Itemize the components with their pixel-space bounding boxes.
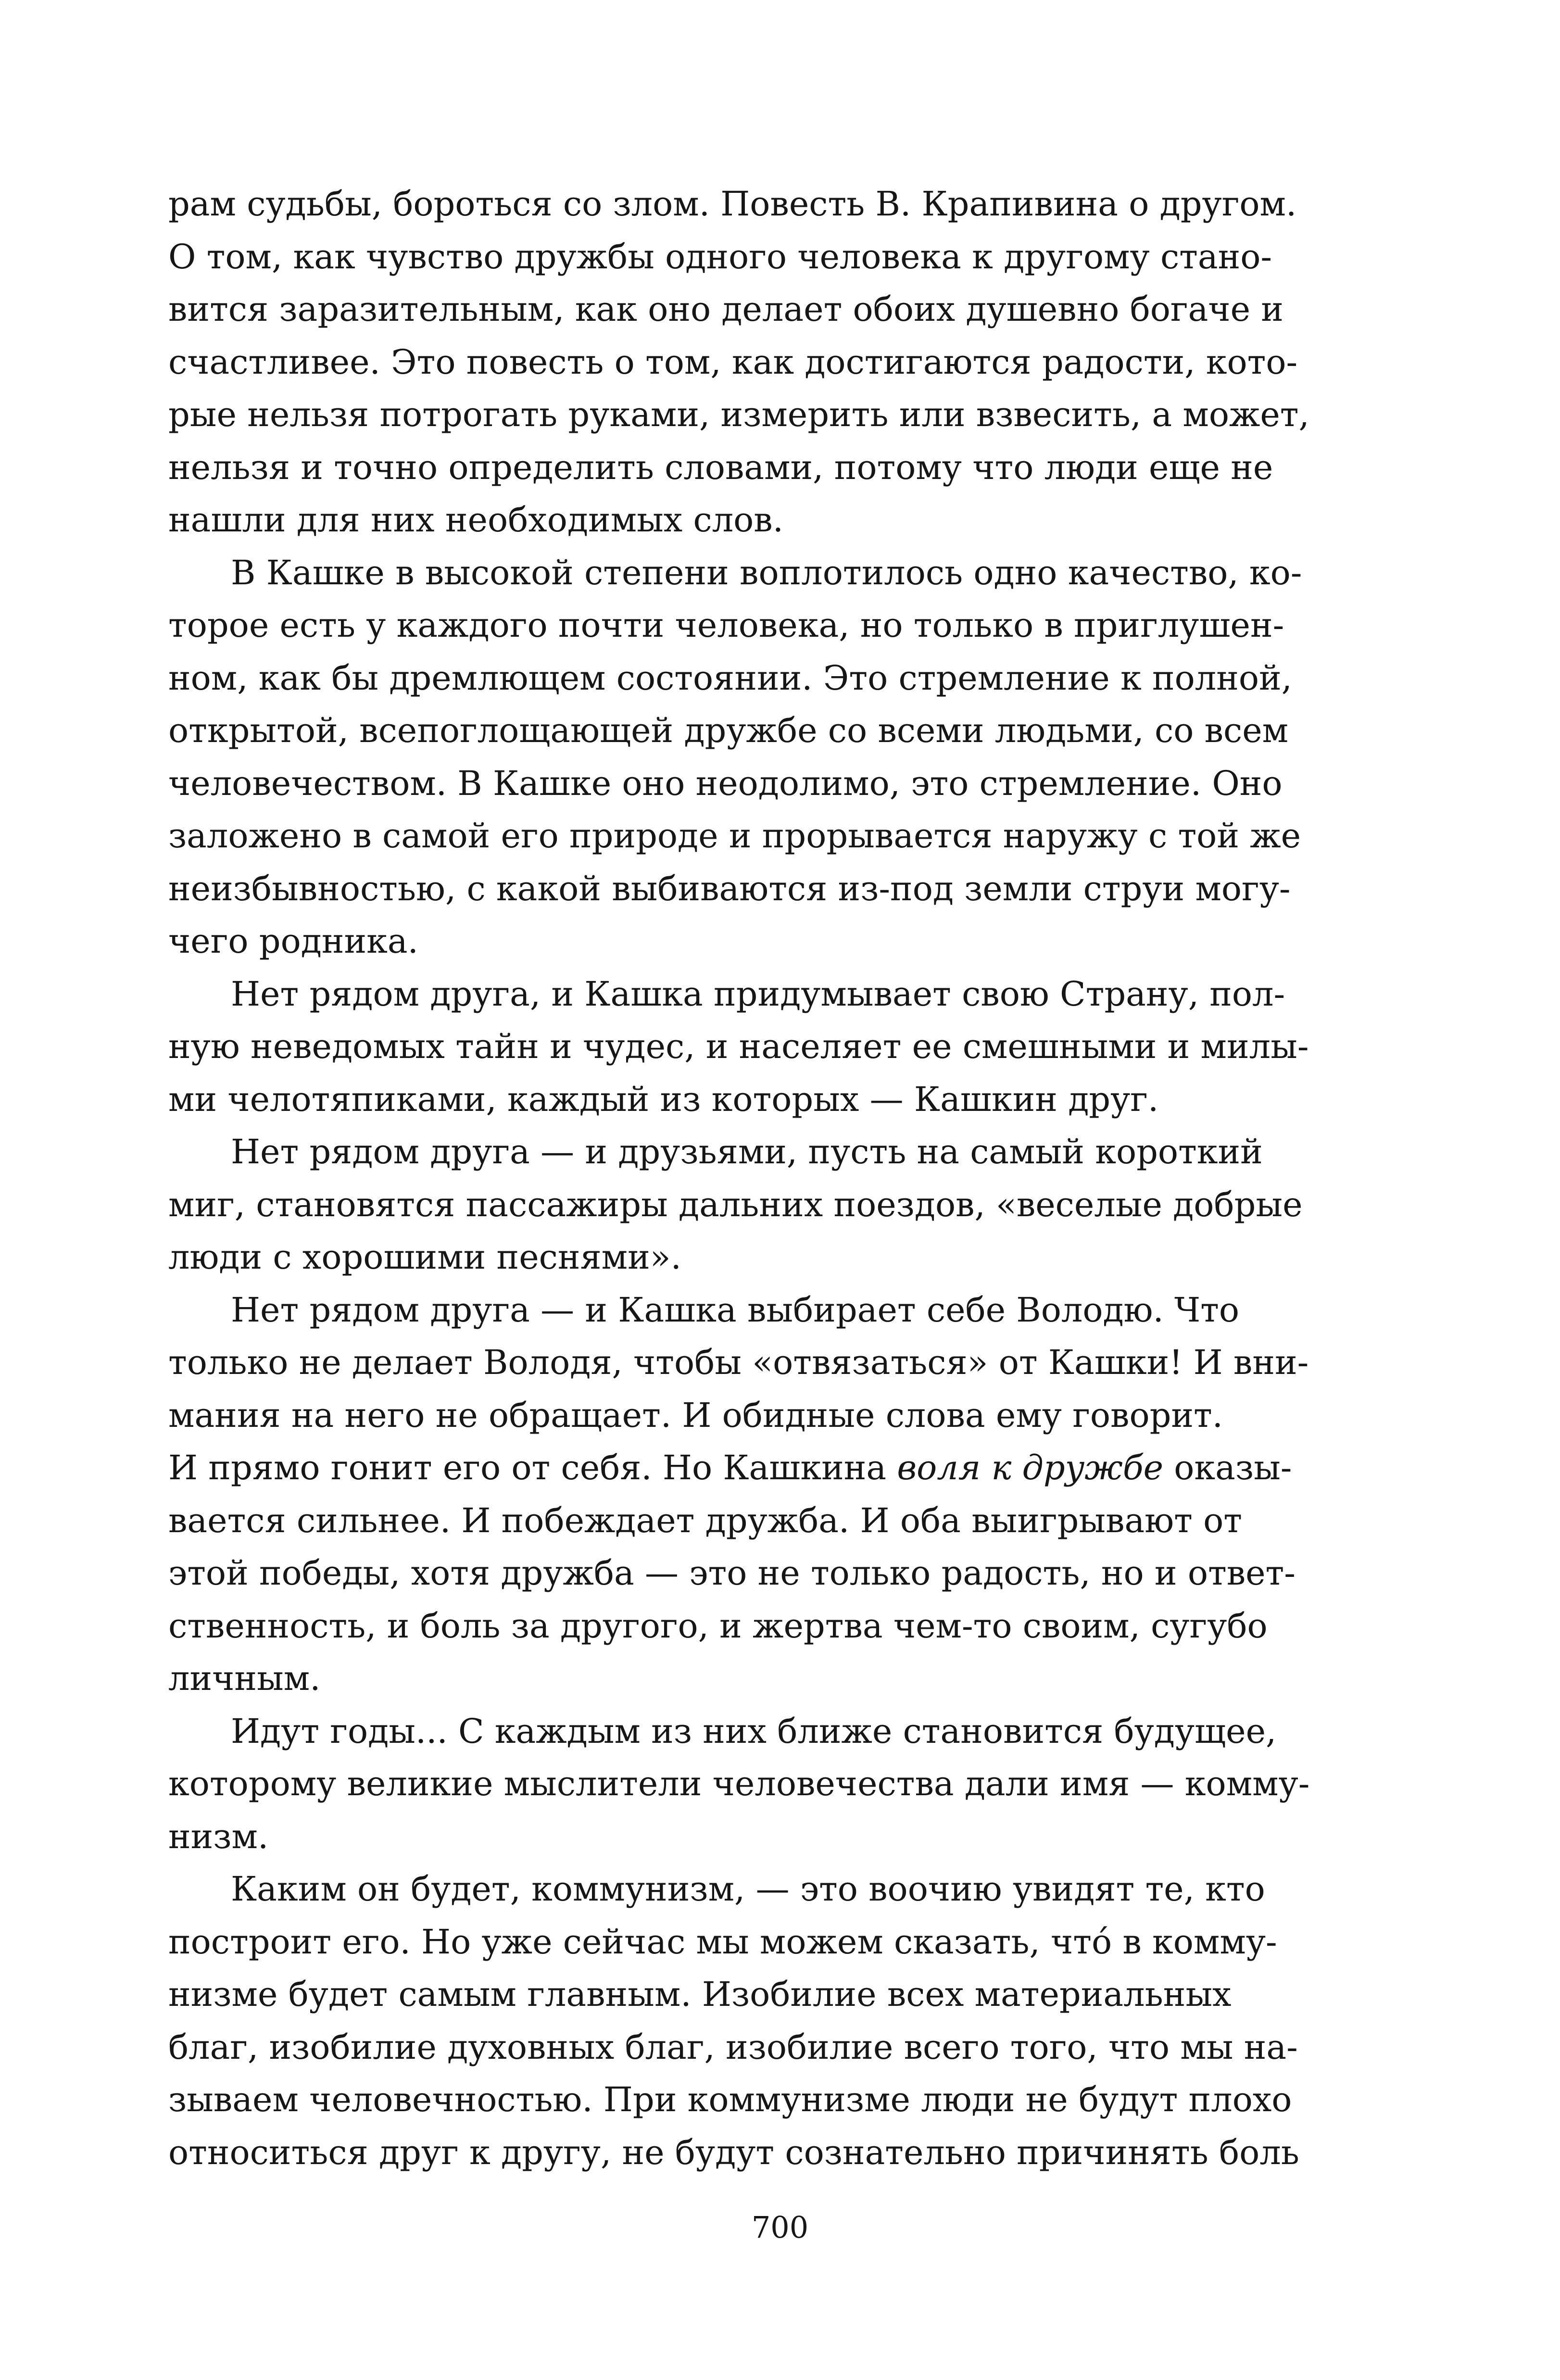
text-line: относиться друг к другу, не будут сознательно причинять боль	[168, 2132, 1299, 2172]
text-line: Каким он будет, коммунизм, — это воочию увидят те, кто	[231, 1869, 1265, 1909]
text-line: ную неведомых тайн и чудес, и населяет ее смешными и милы-	[168, 1027, 1309, 1066]
text-line: этой победы, хотя дружба — это не только радость, но и ответ-	[168, 1553, 1296, 1593]
text-segment: оказы-	[1174, 1448, 1292, 1487]
text-line: Идут годы... С каждым из них ближе становится будущее,	[231, 1711, 1277, 1751]
text-line: человечеством. В Кашке оно неодолимо, это стремление. Оно	[168, 763, 1283, 803]
text-line: низм.	[168, 1816, 269, 1856]
text-line: О том, как чувство дружбы одного человека к другому стано-	[168, 237, 1272, 277]
text-line: заложено в самой его природе и прорывается наружу с той же	[168, 816, 1301, 856]
text-segment: И прямо гонит его от себя. Но Кашкина	[168, 1448, 887, 1487]
text-line: нашли для них необходимых слов.	[168, 500, 783, 540]
text-line: нельзя и точно определить словами, потому что люди еще не	[168, 447, 1273, 487]
text-line: Нет рядом друга, и Кашка придумывает свою Страну, пол-	[231, 974, 1285, 1014]
text-line: люди с хорошими песнями».	[168, 1237, 681, 1277]
text-line: торое есть у каждого почти человека, но только в приглушен-	[168, 605, 1284, 645]
text-line: рые нельзя потрогать руками, измерить или взвесить, а может,	[168, 395, 1309, 434]
text-line: зываем человечностью. При коммунизме люди не будут плохо	[168, 2080, 1292, 2119]
text-line: неизбывностью, с какой выбиваются из-под земли струи могу-	[168, 869, 1291, 908]
text-line: Нет рядом друга — и Кашка выбирает себе Володю. Что	[231, 1290, 1240, 1330]
text-line: счастливее. Это повесть о том, как достигаются радости, кото-	[168, 342, 1298, 382]
text-line: построит его. Но уже сейчас мы можем сказать, что́ в комму-	[168, 1922, 1277, 1962]
text-line: вится заразительным, как оно делает обоих душевно богаче и	[168, 290, 1283, 329]
text-line: личным.	[168, 1659, 321, 1698]
text-line: благ, изобилие духовных благ, изобилие всего того, что мы на-	[168, 2027, 1298, 2067]
body-text	[168, 178, 1399, 2179]
text-line: чего родника.	[168, 921, 418, 961]
text-line: ми челотяпиками, каждый из которых — Кашкин друг.	[168, 1079, 1159, 1119]
text-line: рам судьбы, бороться со злом. Повесть В. Крапивина о другом.	[168, 184, 1297, 224]
text-line: открытой, всепоглощающей дружбе со всеми людьми, со всем	[168, 711, 1289, 750]
italic-phrase: воля к дружбе	[897, 1448, 1164, 1487]
text-line: мания на него не обращает. И обидные слова ему говорит.	[168, 1395, 1223, 1435]
text-line: ном, как бы дремлющем состоянии. Это стремление к полной,	[168, 658, 1292, 698]
text-line: вается сильнее. И побеждает дружба. И оба выигрывают от	[168, 1500, 1242, 1540]
text-line: ственность, и боль за другого, и жертва чем-то своим, сугубо	[168, 1606, 1268, 1646]
text-line: Нет рядом друга — и друзьями, пусть на самый короткий	[231, 1132, 1263, 1171]
text-line: которому великие мыслители человечества дали имя — комму-	[168, 1764, 1310, 1803]
text-line: только не делает Володя, чтобы «отвязаться» от Кашки! И вни-	[168, 1343, 1309, 1382]
page-number: 700	[751, 2210, 809, 2245]
text-line: миг, становятся пассажиры дальних поездов, «веселые добрые	[168, 1184, 1303, 1224]
text-line: низме будет самым главным. Изобилие всех материальных	[168, 1975, 1232, 2014]
text-line: В Кашке в высокой степени воплотилось одно качество, ко-	[231, 553, 1302, 592]
text-line-with-italic	[168, 1442, 1399, 1495]
